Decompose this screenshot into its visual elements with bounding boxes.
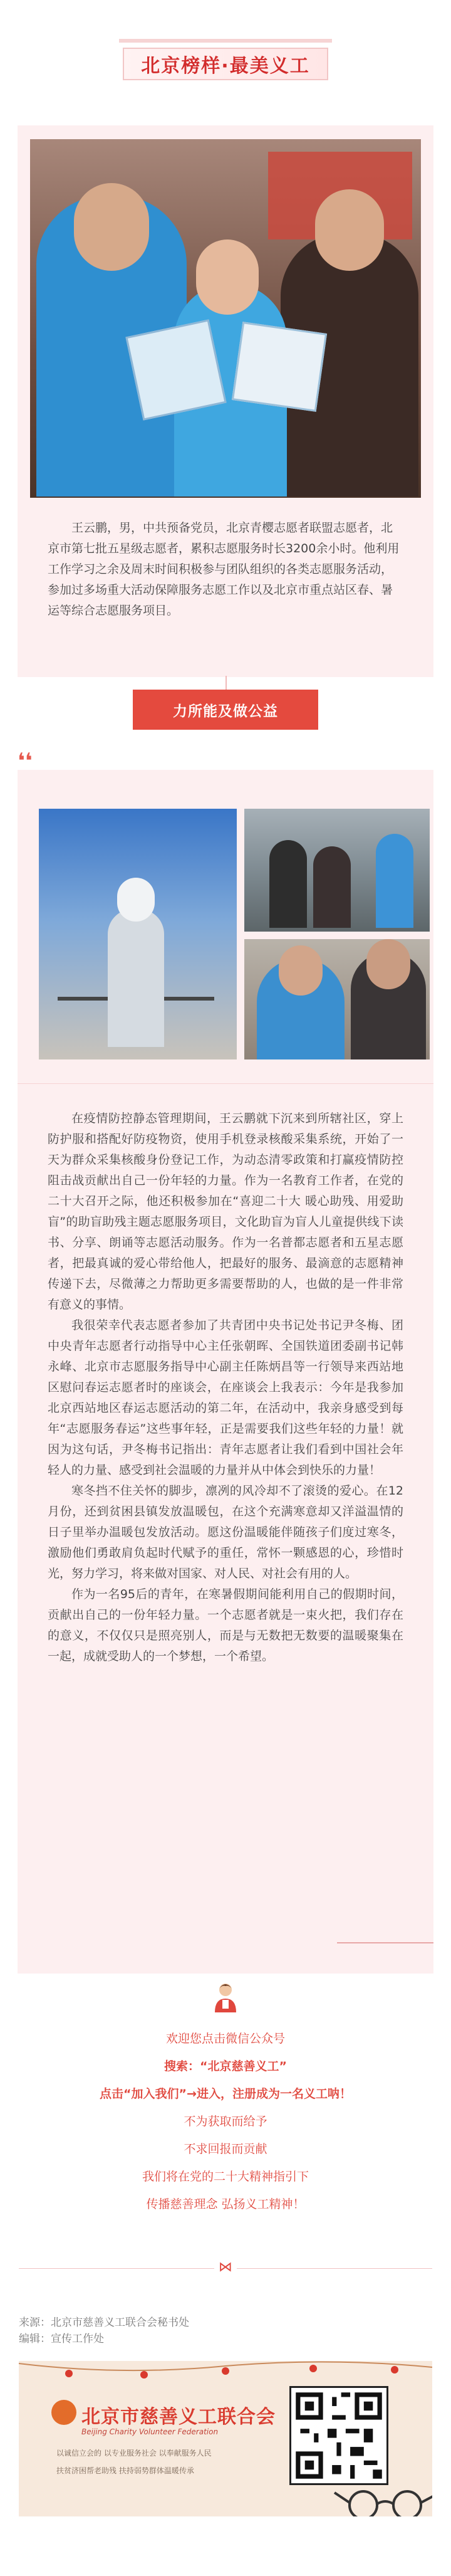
gallery-image-station-service: [244, 809, 430, 932]
organization-banner: [19, 2361, 432, 2516]
profile-description: 王云鹏，男，中共预备党员，北京青樱志愿者联盟志愿者，北京市第七批五星级志愿者，累积志愿服务时长3200余小时。他利用工作学习之余及周末时间积极参与团队组织的各类志愿服务活动，参加过多场重大活动保障服务志愿工作以及北京市重点站区春、暑运等综合志愿服务项目。: [48, 521, 400, 618]
gallery-image-helping-elderly: [244, 939, 430, 1059]
section-title: 力所能及做公益: [133, 690, 318, 730]
story-paragraph: 作为一名95后的青年，在寒暑假期间能利用自己的假期时间，贡献出自己的一份年轻力量。一个志愿者就是一束火把，我们存在的意义，不仅仅只是照亮别人，而是与无数把无数要的温暖聚集在一起，成就受助人的一个梦想，一个希望。: [48, 1587, 403, 1663]
gallery-divider: [18, 1083, 433, 1084]
organization-motto-2: 扶贫济困帮老助残 扶持弱势群体温暖传承: [56, 2466, 194, 2475]
volunteer-avatar-icon: [211, 1981, 240, 2014]
source-line: 来源：北京市慈善义工联合会秘书处: [19, 2316, 189, 2329]
page-title: 北京榜样·最美义工: [141, 55, 310, 77]
title-box: [123, 48, 328, 80]
organization-english-name: Beijing Charity Volunteer Federation: [81, 2427, 219, 2436]
story-paragraph: 寒冬挡不住关怀的脚步，凛冽的风冷却不了滚烫的爱心。在12月份，还到贫困县镇发放温暖包，在这个充满寒意却又洋溢温情的日子里举办温暖包发放活动。愿这份温暖能伴随孩子们度过寒冬，激励他们勇敢肩负起时代赋予的重任，常怀一颗感恩的心，珍惜时光，努力学习，将来做对国家、对人民、对社会有用的人。: [48, 1484, 403, 1580]
story-end-divider: [337, 1942, 433, 1943]
cta-line-search: 搜索：“北京慈善义工”: [164, 2059, 287, 2073]
section-connector: [226, 676, 227, 690]
profile-card: [18, 125, 433, 677]
story-paragraph: 在疫情防控静态管理期间，王云鹏就下沉来到所辖社区，穿上防护服和搭配好防疫物资，使用手机登录核酸采集系统，开始了一天为群众采集核酸身份登记工作，为动态清零政策和打赢疫情防控阻击战贡献出自己一份年轻的力量。作为一名教育工作者，在党的二十大召开之际，他还积极参加在“喜迎二十大 暖心助残、用爱助盲”的助盲助残主题志愿服务项目，文化助盲为盲人儿童提供线下读书、分享、朗诵等志愿活动服务。作为一名普都志愿者和五星志愿者，把最真诚的爱心带给他人，把最好的服务、最滴意的志愿精神传递下去，尽微薄之力帮助更多需要帮助的人，也做的是一件非常有意义的事情。: [48, 1112, 403, 1312]
story-text: [48, 1108, 403, 1667]
lantern-decoration-icon: [19, 2361, 432, 2386]
cta-line-welcome: 欢迎您点击微信公众号: [165, 2032, 285, 2046]
editor-line: 编辑：宣传工作处: [19, 2333, 104, 2345]
story-paragraph: 我很荣幸代表志愿者参加了共青团中央书记处书记尹冬梅、团中央青年志愿者行动指导中心主任张朝晖、全国铁道团委副书记韩永峰、北京市志愿服务指导中心副主任陈炳昌等一行领导来西站地区慰问春运志愿者时的座谈会，在座谈会上我表示：今年是我参加北京西站地区春运志愿活动的第二年，在活动中，我亲身感受到每年“志愿服务春运”这些事年轻，正是需要我们这些年轻的力量！就因为这句话，尹冬梅书记指出：青年志愿者让我们看到中国社会年轻人的力量、感受到社会温暖的力量并从中体会到快乐的力量！: [48, 1318, 403, 1477]
organization-motto-1: 以诚信立会的 以专业服务社会 以奉献服务人民: [56, 2449, 212, 2458]
glasses-decoration-icon: [332, 2480, 432, 2516]
title-bar-decoration: [119, 39, 332, 43]
cta-line-join: 点击“加入我们”→进入，注册成为一名义工呐！: [100, 2087, 351, 2101]
cta-line-slogan-3: 我们将在党的二十大精神指引下: [142, 2170, 309, 2184]
profile-photo: [30, 139, 421, 498]
story-card: [18, 749, 433, 1974]
article-source: [19, 2315, 189, 2347]
bow-icon: ⋈: [214, 2259, 237, 2276]
call-to-action: [0, 1981, 451, 2244]
organization-name: 北京市慈善义工联合会: [81, 2406, 276, 2428]
gallery-image-epidemic-duty: [39, 809, 237, 1059]
cta-line-slogan-4: 传播慈善理念 弘扬义工精神！: [146, 2197, 305, 2211]
quote-icon: ❛❛: [18, 749, 33, 774]
article-header: [0, 0, 451, 125]
cta-text-block: [38, 2025, 413, 2218]
title-banner: [119, 39, 332, 88]
cta-line-slogan-1: 不为获取而给予: [184, 2115, 267, 2128]
organization-emblem-icon: [51, 2400, 76, 2425]
qr-code-icon[interactable]: [289, 2386, 388, 2485]
section-header: [0, 676, 451, 764]
cta-line-slogan-2: 不求回报而贡献: [184, 2142, 267, 2156]
